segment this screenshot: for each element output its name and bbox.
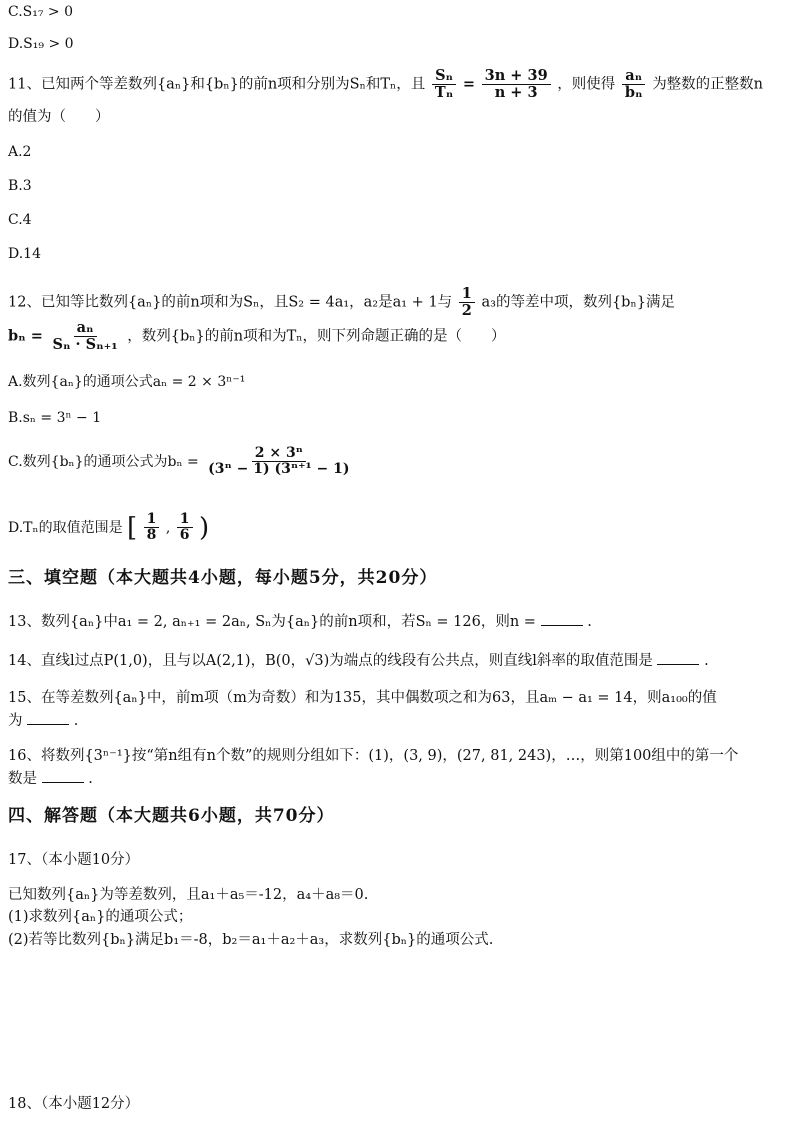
q12-opt-d-frac2 — [177, 512, 193, 544]
q13-blank[interactable] — [541, 611, 583, 626]
q15-blank[interactable] — [27, 710, 69, 725]
q12-text-b: a₃的等差中项，数列{bₙ}满足 — [481, 294, 675, 311]
q11-frac3-num: aₙ — [622, 68, 645, 85]
q11-frac-den: Tₙ — [434, 83, 454, 101]
q16-blank[interactable] — [42, 768, 84, 783]
q12-option-c — [8, 446, 355, 478]
q14-text: 14、直线l过点P(1,0)，且与以A(2,1)，B(0，√3)为端点的线段有公共点，则直线l斜率的取值范围是 — [8, 653, 653, 669]
option-d-prev: D.S₁₉ > 0 — [8, 36, 74, 52]
q16-line2-text: 数是 — [8, 771, 37, 787]
q12-line2 — [8, 320, 506, 353]
q12-half-den: 2 — [461, 301, 472, 319]
question-11-stem — [8, 68, 763, 101]
q12-opt-d-text: D.Tₙ的取值范围是 — [8, 519, 123, 536]
q12-opt-c-text: C.数列{bₙ}的通项公式为bₙ = — [8, 453, 199, 470]
question-18-header: 18、（本小题12分） — [8, 1096, 140, 1112]
q11-option-b: B.3 — [8, 178, 32, 194]
q12-opt-c-num: 2 × 3ⁿ — [252, 446, 306, 462]
q12-half-num: 1 — [459, 286, 475, 303]
question-17-header: 17、（本小题10分） — [8, 852, 140, 868]
q12-bn-num: aₙ — [74, 320, 97, 337]
q11-eq: = — [462, 75, 476, 93]
q11-frac3-den: bₙ — [624, 83, 643, 101]
option-c-prev: C.S₁₇ > 0 — [8, 4, 74, 20]
q12-opt-d-f2-num: 1 — [177, 512, 193, 528]
q12-text-a: 12、已知等比数列{aₙ}的前n项和为Sₙ，且S₂ = 4a₁，a₂是a₁ + 1与 — [8, 294, 453, 311]
question-13 — [8, 611, 592, 632]
q12-opt-c-den: (3ⁿ − 1) (3ⁿ⁺¹ − 1) — [208, 461, 350, 478]
q11-fraction-ratio — [482, 68, 551, 101]
q15-end: . — [73, 713, 79, 729]
q13-text: 13、数列{aₙ}中a₁ = 2, aₙ₊₁ = 2aₙ, Sₙ为{aₙ}的前n项和，若Sₙ = 126，则n = — [8, 614, 536, 630]
question-17-stem: 已知数列{aₙ}为等差数列，且a₁＋a₅＝-12，a₄＋a₈＝0. — [8, 887, 369, 903]
q11-option-c: C.4 — [8, 212, 32, 228]
question-15-line2 — [8, 710, 78, 731]
q12-opt-d-right: ) — [198, 512, 210, 543]
q12-bn-den: Sₙ · Sₙ₊₁ — [52, 335, 118, 353]
q14-end: . — [704, 653, 709, 669]
q11-line2: 的值为（ ） — [8, 109, 110, 125]
q11-frac2-num: 3n + 39 — [482, 68, 551, 85]
q14-blank[interactable] — [657, 650, 699, 665]
q11-text-c: 为整数的正整数n — [652, 76, 764, 93]
q12-bn-fraction — [49, 320, 120, 353]
q15-line2-text: 为 — [8, 713, 23, 729]
q11-text-b: ，则使得 — [557, 76, 616, 93]
q12-opt-d-f1-num: 1 — [144, 512, 160, 528]
q12-half-fraction — [459, 286, 475, 319]
q11-frac2-den: n + 3 — [494, 83, 538, 101]
q13-end: . — [587, 614, 592, 630]
q12-option-b: B.sₙ = 3ⁿ − 1 — [8, 410, 102, 426]
q12-opt-d-f2-den: 6 — [179, 527, 190, 544]
question-16-line2 — [8, 768, 93, 789]
q12-opt-d-frac1 — [144, 512, 160, 544]
q11-option-d: D.14 — [8, 246, 41, 262]
q12-text-c: ，数列{bₙ}的前n项和为Tₙ，则下列命题正确的是（ ） — [127, 328, 506, 345]
q12-bn-lhs: bₙ = — [8, 327, 43, 345]
q12-opt-d-f1-den: 8 — [146, 527, 157, 544]
q12-option-d — [8, 512, 209, 544]
q11-text-a: 11、已知两个等差数列{aₙ}和{bₙ}的前n项和分别为Sₙ和Tₙ，且 — [8, 76, 426, 93]
question-15-line1: 15、在等差数列{aₙ}中，前m项（m为奇数）和为135，其中偶数项之和为63，且aₘ − a₁ = 14，则a₁₀₀的值 — [8, 690, 717, 706]
question-16-line1: 16、将数列{3ⁿ⁻¹}按“第n组有n个数”的规则分组如下：(1)，(3, 9)，(27, 81, 243)，…，则第100组中的第一个 — [8, 748, 739, 764]
q12-opt-d-left: [ — [127, 512, 138, 543]
q11-fraction-sn-tn — [432, 68, 456, 101]
q12-opt-c-fraction — [205, 446, 352, 478]
q16-end: . — [88, 771, 93, 787]
question-14 — [8, 650, 709, 671]
q11-frac-num: Sₙ — [432, 68, 456, 85]
section-3-title: 三、填空题（本大题共4小题，每小题5分，共20分） — [8, 568, 438, 588]
q12-option-a: A.数列{aₙ}的通项公式aₙ = 2 × 3ⁿ⁻¹ — [8, 374, 246, 390]
question-17-part1: (1)求数列{aₙ}的通项公式； — [8, 909, 193, 925]
q11-fraction-an-bn — [622, 68, 646, 101]
section-4-title: 四、解答题（本大题共6小题，共70分） — [8, 806, 335, 826]
question-17-part2: (2)若等比数列{bₙ}满足b₁＝-8，b₂＝a₁＋a₂＋a₃，求数列{bₙ}的通项公式. — [8, 932, 494, 948]
q11-option-a: A.2 — [8, 144, 32, 160]
q12-opt-d-comma: , — [165, 519, 171, 536]
question-12-stem — [8, 286, 675, 319]
